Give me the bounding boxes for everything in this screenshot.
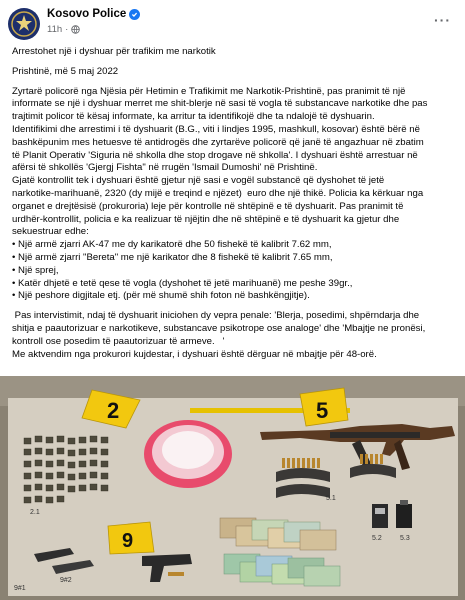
post-time[interactable]: 11h xyxy=(47,24,63,35)
police-badge-icon xyxy=(11,11,37,37)
globe-icon xyxy=(71,25,80,34)
sticker-label: 5.2 xyxy=(372,535,382,542)
evidence-marker-9 xyxy=(108,522,154,554)
meta-separator: · xyxy=(65,24,69,35)
evidence-photo[interactable] xyxy=(0,376,465,600)
sticker-label: 9#1 xyxy=(14,585,26,592)
post-line: Gjatë kontrollit tek i dyshuari është gjetur një sasi e vogël substancë që dyshohet të jetë xyxy=(12,175,385,187)
post-dateline: Prishtinë, më 5 maj 2022 xyxy=(12,65,119,77)
marker-number: 9 xyxy=(122,530,134,552)
marker-number: 2 xyxy=(107,398,120,423)
post-title: Arrestohet një i dyshuar për trafikim me narkotik xyxy=(12,46,216,57)
sticker-label: 5.3 xyxy=(400,535,410,542)
post-line: • Një sprej, xyxy=(12,264,59,276)
verified-badge-icon xyxy=(129,9,140,20)
post-line: sekuestruar edhe: xyxy=(12,226,89,238)
post-line: Pas intervistimit, ndaj të dyshuarit iniciohen dy vepra penale: 'Blerja, posedimi, shpërndarja dhe xyxy=(12,310,420,322)
author-name[interactable] xyxy=(47,8,140,20)
drug-package xyxy=(144,420,232,488)
sticker-label: 5.1 xyxy=(326,495,336,502)
post-line: organet e drejtësisë (prokuroria) leje për kontrolle në shtëpinë e të dyshuarit. Pas pranimit të xyxy=(12,200,404,212)
post-line: • Një armë zjarri "Bereta" me një karikator dhe 8 fishekë të kalibrit 7.65 mm, xyxy=(12,251,333,263)
digital-scale xyxy=(372,504,388,528)
more-options-icon[interactable]: ··· xyxy=(434,12,451,28)
post-line: kontroll ose posedim të paautorizuar të armeve. ' xyxy=(12,335,225,347)
post-line: shitja e paautorizuar e narkotikeve, substancave psikotrope ose analoge' dhe 'Mbajtje ne pronësi, xyxy=(12,322,426,334)
post-line: • Katër dhjetë e tetë qese të vogla (dyshohet të jetë marihuanë) me peshe 39gr., xyxy=(12,277,353,289)
avatar[interactable] xyxy=(8,8,40,40)
post-line: bashkëpunim mes hetuesve të antidrogës dhe zyrtarëve policorë që janë të angazhuar në zbatim xyxy=(12,136,424,148)
author-name-text[interactable]: Kosovo Police xyxy=(47,8,127,20)
post-line: afërsi të shkollës 'Gjergj Fishta" në rrugën 'Ismail Dumoshi' në Prishtinë. xyxy=(12,162,318,174)
marker-number: 5 xyxy=(316,398,329,423)
evidence-marker-5 xyxy=(300,388,348,426)
post-line: Zyrtarë policorë nga Njësia për Hetimin e Trafikimit me Narkotik-Prishtinë, pas pranimit të një xyxy=(12,85,406,97)
post-line: informate se një i dyshuar merret me shit-blerje në sasi të vogla të substancave narkotike dhe pas xyxy=(12,98,428,110)
post-meta xyxy=(47,24,80,35)
post-line: • Një armë zjarri AK-47 me dy karikatorë dhe 50 fishekë të kalibrit 7.62 mm, xyxy=(12,239,332,251)
post-body xyxy=(12,46,458,361)
spray-can xyxy=(396,500,412,528)
post-line: • Një peshore digjitale etj. (për më shumë shih foton në bashkëngjitje). xyxy=(12,290,310,302)
post-photo[interactable] xyxy=(0,376,465,600)
sticker-label: 9#2 xyxy=(60,577,72,584)
post-header xyxy=(0,0,465,42)
post-line: urdhër-kontrollit, policia e ka realizuar të njëjtin dhe në shtëpinë e të dyshuarit ka gjetur dhe xyxy=(12,213,400,225)
post-line: Me aktvendim nga prokurori kujdestar, i dyshuari është dërguar në mbajtje për 48-orë. xyxy=(12,348,377,360)
post-line: narkotike-marihuanë, 2320 (dy mijë e treqind e njëzet) euro dhe një thikë. Policia ka kërkuar nga xyxy=(12,187,424,199)
sticker-label: 2.1 xyxy=(30,509,40,516)
post-line: të Planit Operativ 'Siguria në shkolla dhe stop drogave në shkolla'. I dyshuari është arrestuar në xyxy=(12,149,418,161)
post-line: trajtimit policor të kësaj informate, ka arritur ta identifikojë dhe ta ndalojë të dyshuarin. xyxy=(12,111,375,123)
post-line: Identifikimi dhe arrestimi i të dyshuarit (B.G., viti i lindjes 1995, mashkull, kosovar) është bërë në xyxy=(12,123,420,135)
